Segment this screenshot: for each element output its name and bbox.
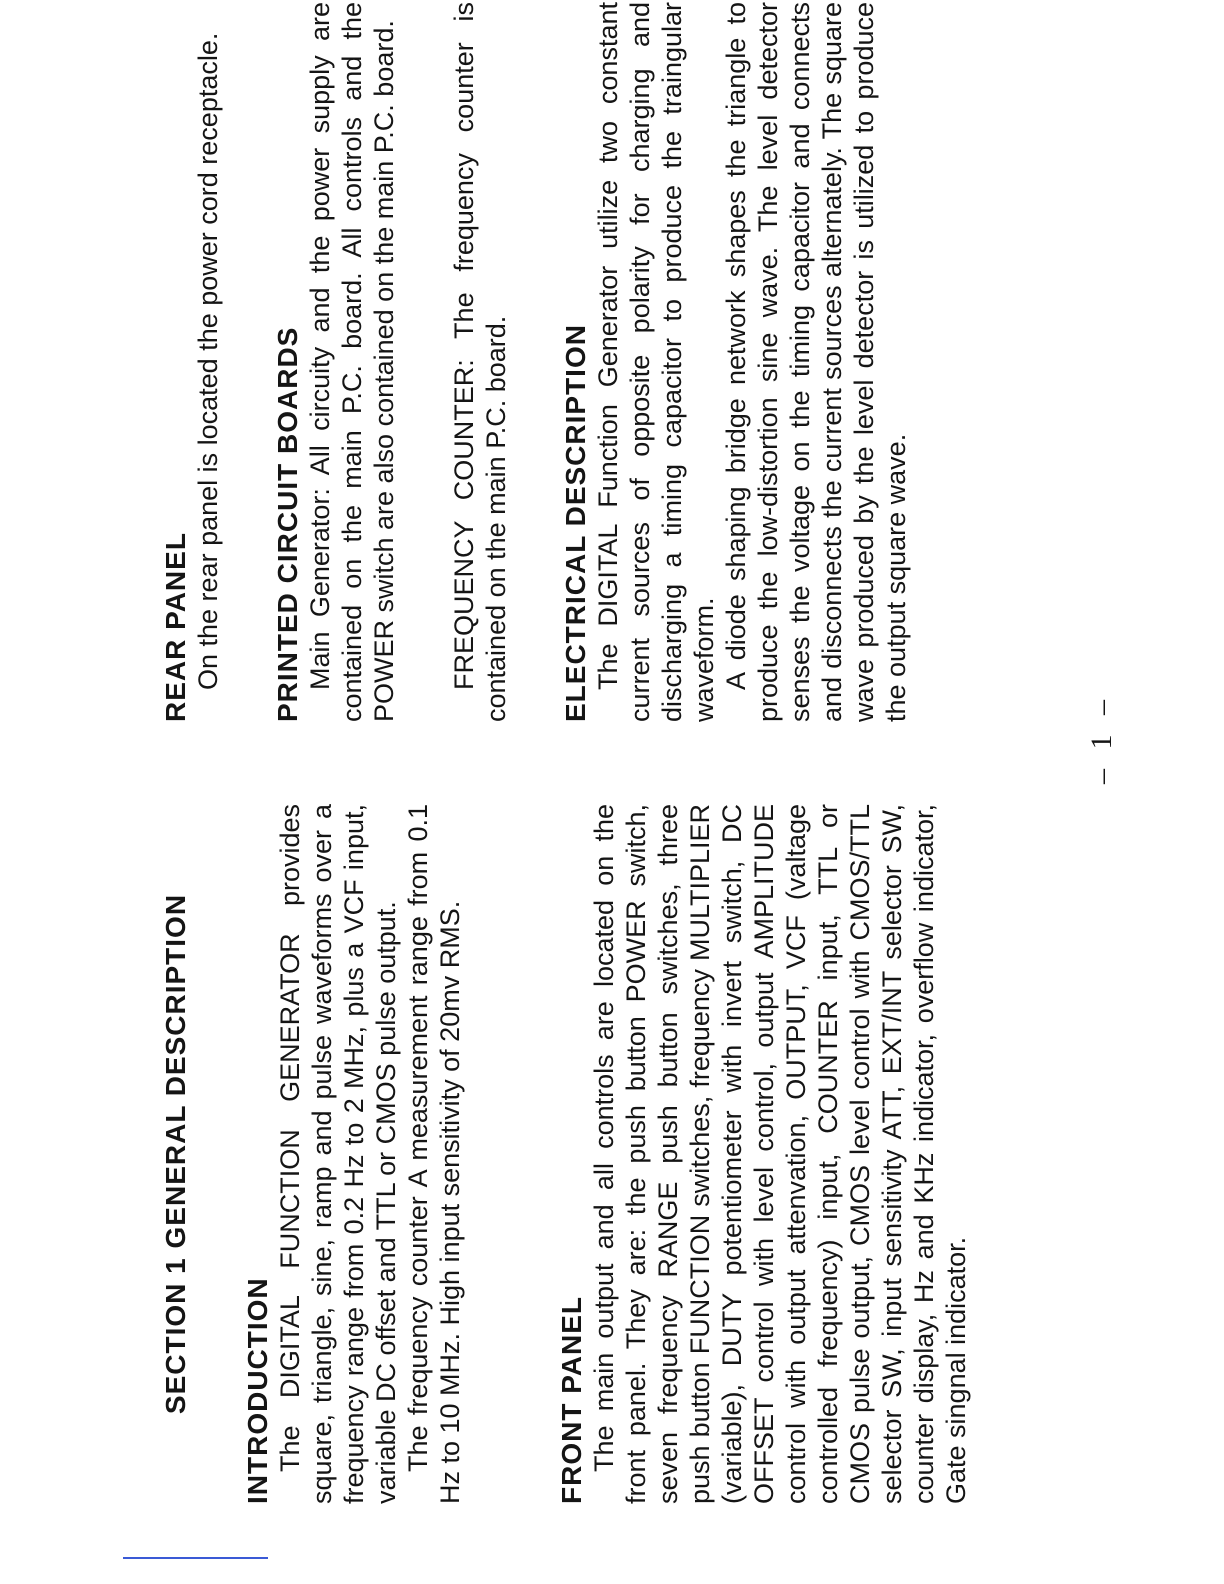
- right-column: [160, 2, 912, 722]
- front-panel-paragraph: The main output and all controls are located on the front panel. They are: the push button POWER switch, seven frequency RANGE push button switches, three push button FUNCTION switches, frequency MULTIPLIER (variable), DUTY potentiometer with invert switch, DC OFFSET control with level control, output AMPLITUDE control with output attenvation, OUTPUT, VCF (valtage controlled frequency) input, COUNTER input, TTL or CMOS pulse output, CMOS level control with CMOS/TTL selector SW, input sensitivity ATT, EXT/INT selector SW, counter display, Hz and KHz indicator, overflow indicator, Gate singnal indicator.: [589, 804, 971, 1504]
- left-column: [160, 804, 972, 1504]
- rear-panel-heading: REAR PANEL: [160, 532, 191, 722]
- page-number: – 1 –: [1085, 694, 1118, 784]
- margin-mark: [123, 1557, 268, 1559]
- pcb-paragraph-1: Main Generator: All circuity and the power supply are contained on the main P.C. board. All controls and the POWER switch are also contained on the main P.C. board.: [305, 2, 399, 722]
- section-title: SECTION 1 GENERAL DESCRIPTION: [160, 893, 191, 1415]
- pcb-paragraph-2: FREQUENCY COUNTER: The frequency counter is contained on the main P.C. board.: [449, 2, 511, 722]
- front-panel-heading: FRONT PANEL: [556, 1295, 587, 1504]
- electrical-paragraph-1: The DIGITAL Function Generator utilize two constant current sources of opposite polarity for charging and discharging a timing capacitor to produce the traingular waveform.: [593, 2, 719, 722]
- electrical-heading: ELECTRICAL DESCRIPTION: [560, 324, 591, 722]
- introduction-heading: INTRODUCTION: [242, 1277, 273, 1504]
- pcb-heading: PRINTED CIRCUIT BOARDS: [272, 326, 303, 722]
- introduction-paragraph-2: The frequency counter A measurement range from 0.1 Hz to 10 MHz. High input sensitivity of 20mv RMS.: [403, 804, 465, 1504]
- electrical-paragraph-2: A diode shaping bridge network shapes the triangle to produce the low-distortion sine wave. The level detector senses the voltage on the timing capacitor and connects and disconnects the current sources alternately. The square wave produced by the level detector is utilized to produce the output square wave.: [721, 2, 911, 722]
- rear-panel-paragraph: On the rear panel is located the power cord receptacle.: [193, 32, 223, 690]
- introduction-paragraph-1: The DIGITAL FUNCTION GENERATOR provides square, triangle, sine, ramp and pulse waveforms over a frequency range from 0.2 Hz to 2 MHz, plus a VCF input, variable DC offset and TTL or CMOS pulse output.: [275, 804, 401, 1504]
